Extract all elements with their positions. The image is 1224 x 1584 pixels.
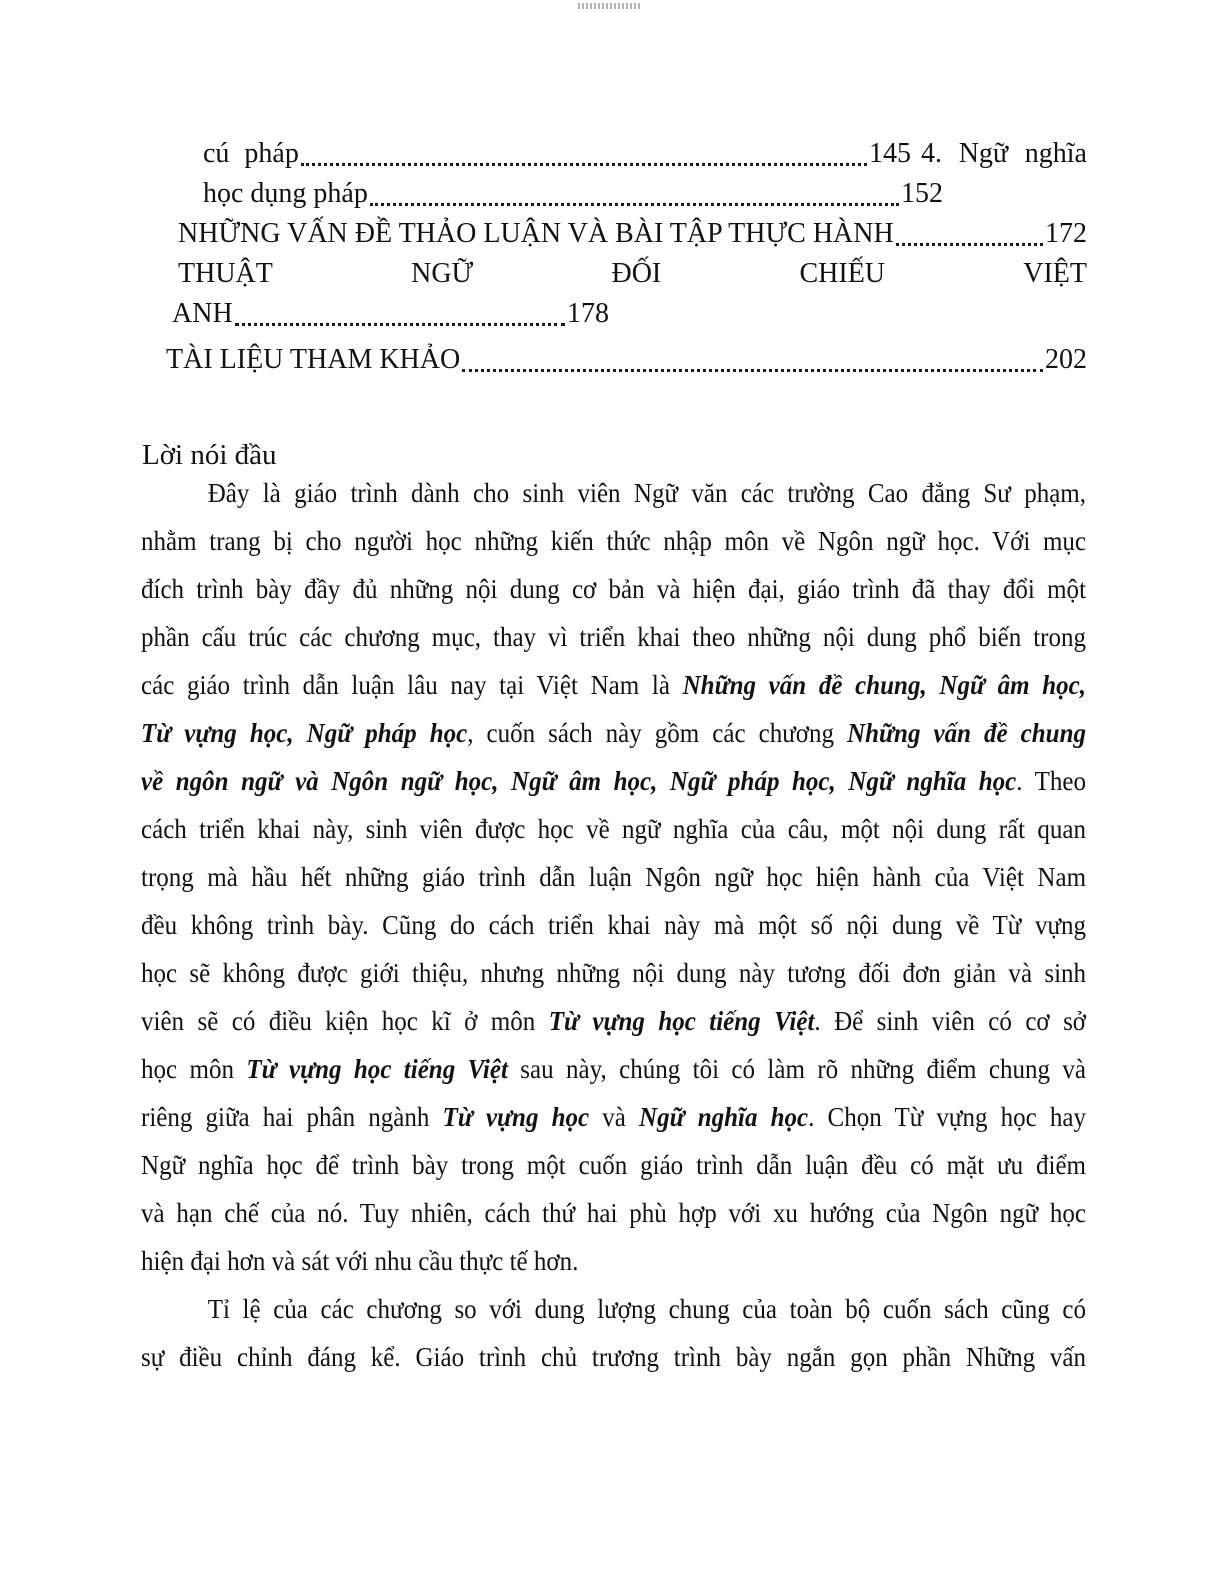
text-segment: riêng giữa hai phân ngành [141, 1102, 443, 1132]
toc-word: NGỮ [411, 258, 474, 289]
foreword-line [141, 901, 1086, 949]
bold-italic-text-segment: Từ vựng học tiếng Việt [548, 1006, 815, 1036]
bold-italic-text-segment: Ngữ nghĩa học [639, 1102, 809, 1132]
text-segment: đều không trình bày. Cũng do cách triển khai này mà một số nội dung về Từ vựng [141, 910, 1087, 940]
text-segment: cách triển khai này, sinh viên được học về ngữ nghĩa của câu, một nội dung rất quan [141, 814, 1087, 844]
dot-leader [462, 369, 1043, 372]
toc-entry-thuat-ngu-doi-chieu [178, 254, 1087, 294]
foreword-line [141, 949, 1086, 997]
text-segment: trọng mà hầu hết những giáo trình dẫn luận Ngôn ngữ học hiện hành của Việt Nam [141, 862, 1087, 892]
bold-italic-text-segment: Những vấn đề chung, Ngữ âm học, [682, 670, 1087, 700]
bold-italic-text-segment: về ngôn ngữ và Ngôn ngữ học, Ngữ âm học, Ngữ pháp học, Ngữ nghĩa học [141, 766, 1017, 796]
toc-entry-tai-lieu-tham-khao [166, 340, 1087, 380]
foreword-line [141, 1285, 1086, 1333]
toc-word: THUẬT [178, 258, 273, 289]
toc-entry-ngu-nghia-start [921, 134, 1087, 174]
foreword-line [141, 661, 1086, 709]
toc-word: CHIẾU [799, 258, 886, 289]
foreword-line [141, 1237, 1086, 1285]
foreword-line [141, 1093, 1086, 1141]
toc-entry-cu-phap [203, 134, 1087, 174]
toc-page-number: 145 [869, 138, 911, 169]
text-segment: học sẽ không được giới thiệu, nhưng những nội dung này tương đối đơn giản và sinh [141, 958, 1087, 988]
bold-italic-text-segment: Từ vựng học tiếng Việt [246, 1054, 508, 1084]
foreword-line [141, 1189, 1086, 1237]
text-segment: đích trình bày đầy đủ những nội dung cơ bản và hiện đại, giáo trình đã thay đổi một [141, 574, 1087, 604]
text-segment: sự điều chỉnh đáng kể. Giáo trình chủ trương trình bày ngắn gọn phần Những vấn [141, 1342, 1087, 1372]
toc-entry-thao-luan-bai-tap [178, 214, 1087, 254]
text-segment: và hạn chế của nó. Tuy nhiên, cách thứ hai phù hợp với xu hướng của Ngôn ngữ học [141, 1198, 1087, 1228]
toc-entry-label: học dụng pháp [203, 178, 368, 209]
text-segment: . Theo [1016, 766, 1087, 796]
foreword-line [141, 709, 1086, 757]
text-segment: . Chọn Từ vựng học hay [808, 1102, 1087, 1132]
dot-leader [301, 163, 867, 166]
toc-entry-anh [172, 294, 609, 334]
dot-leader [896, 243, 1043, 246]
toc-entry-hoc-dung-phap [203, 174, 943, 214]
toc-page-number: 152 [901, 178, 943, 209]
toc-page-number: 172 [1045, 218, 1087, 249]
toc-page-number: 202 [1045, 344, 1087, 375]
bold-italic-text-segment: Từ vựng học, Ngữ pháp học [141, 718, 468, 748]
text-segment: nhằm trang bị cho người học những kiến thức nhập môn về Ngôn ngữ học. Với mục [141, 526, 1087, 556]
foreword-line [141, 469, 1086, 517]
toc-entry-label: ANH [172, 298, 233, 329]
foreword-line [141, 853, 1086, 901]
toc-word: VIỆT [1023, 258, 1087, 289]
text-segment: Ngữ nghĩa học để trình bày trong một cuốn giáo trình dẫn luận đều có mặt ưu điểm [141, 1150, 1087, 1180]
dot-leader [235, 323, 565, 326]
foreword-line [141, 1333, 1086, 1381]
text-segment: các giáo trình dẫn luận lâu nay tại Việt Nam là [141, 670, 683, 700]
toc-tail-word: nghĩa [1024, 138, 1087, 169]
text-segment: Đây là giáo trình dành cho sinh viên Ngữ văn các trường Cao đẳng Sư phạm, [207, 478, 1087, 508]
text-segment: sau này, chúng tôi có làm rõ những điểm chung và [507, 1054, 1087, 1084]
toc-word: ĐỐI [611, 258, 662, 289]
table-of-contents [142, 134, 1087, 380]
toc-entry-label: cú pháp [203, 138, 299, 169]
foreword-line [141, 565, 1086, 613]
text-segment: , cuốn sách này gồm các chương [467, 718, 848, 748]
text-segment: viên sẽ có điều kiện học kĩ ở môn [141, 1006, 549, 1036]
text-segment: . Để sinh viên có cơ sở [814, 1006, 1087, 1036]
text-segment: Tỉ lệ của các chương so với dung lượng chung của toàn bộ cuốn sách cũng có [207, 1294, 1087, 1324]
foreword-line [141, 1141, 1086, 1189]
page-edge-text-artifact [578, 3, 642, 9]
bold-italic-text-segment: Từ vựng học [442, 1102, 590, 1132]
foreword-line [141, 757, 1086, 805]
text-segment: học môn [141, 1054, 247, 1084]
foreword-line [141, 517, 1086, 565]
foreword-heading: Lời nói đầu [142, 439, 277, 471]
toc-entry-label: NHỮNG VẤN ĐỀ THẢO LUẬN VÀ BÀI TẬP THỰC HÀNH [178, 218, 894, 249]
foreword-line [141, 1045, 1086, 1093]
foreword-body [141, 469, 1086, 1381]
toc-tail-word: 4. [921, 138, 942, 169]
toc-entry-label: TÀI LIỆU THAM KHẢO [166, 344, 461, 375]
text-segment: hiện đại hơn và sát với nhu cầu thực tế hơn. [141, 1246, 579, 1276]
foreword-line [141, 997, 1086, 1045]
foreword-line [141, 613, 1086, 661]
bold-italic-text-segment: Những vấn đề chung [847, 718, 1087, 748]
toc-tail-word: Ngữ [958, 138, 1009, 169]
toc-page-number: 178 [567, 298, 609, 329]
text-segment: và [589, 1102, 640, 1132]
text-segment: phần cấu trúc các chương mục, thay vì triển khai theo những nội dung phổ biến trong [141, 622, 1087, 652]
foreword-line [141, 805, 1086, 853]
dot-leader [370, 203, 899, 206]
